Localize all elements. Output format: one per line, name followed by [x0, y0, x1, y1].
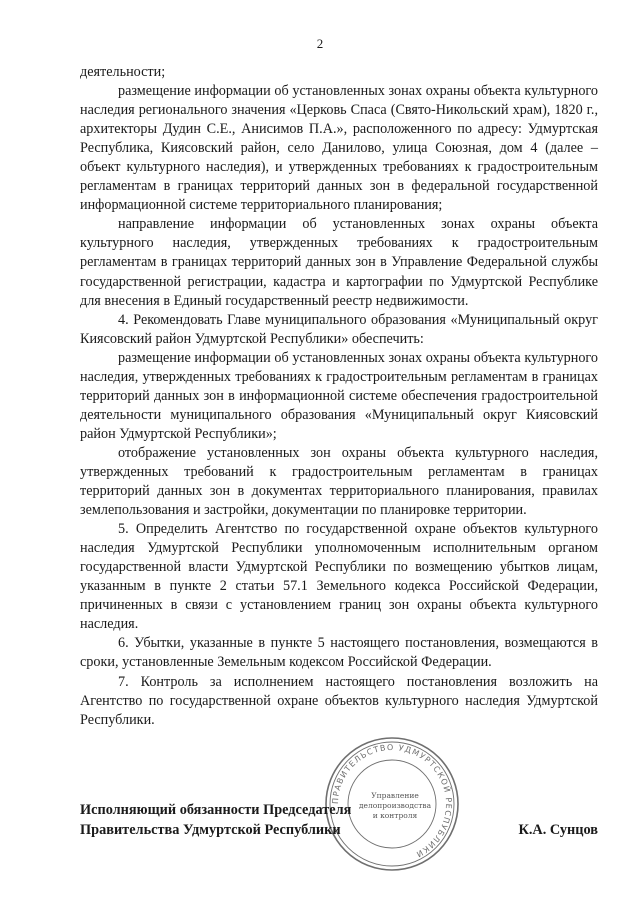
- seal-center-line: Управление: [371, 791, 419, 800]
- seal-center-line: делопроизводства: [358, 801, 432, 810]
- paragraph: направление информации об установленных зонах охраны объекта культурного наследия, утвержденных требованиях к градостроительным регламентам в границах территорий данных зон в Управление Федеральной службы государственной регистрации, кадастра и картографии по Удмуртской Республике для внесения в Единый государственный реестр недвижимости.: [80, 216, 598, 309]
- seal-center-line: и контроля: [372, 811, 418, 820]
- signatory-name: К.А. Сунцов: [518, 822, 598, 838]
- paragraph: размещение информации об установленных зонах охраны объекта культурного наследия регионального значения «Церковь Спаса (Свято-Никольский храм), 1820 г., архитекторы Дудин С.Е., Анисимов П.А.», расположенного по адресу: Удмуртская Республика, Киясовский район, село Данилово, улица Союзная, дом 4 (далее – объект культурного наследия), и утвержденных требованиях к градостроительным регламентам в границах территорий данных зон в федеральной государственной информационной системе территориального планирования;: [80, 83, 598, 214]
- paragraph: 7. Контроль за исполнением настоящего постановления возложить на Агентство по государственной охране объектов культурного наследия Удмуртской Республики.: [80, 673, 598, 728]
- paragraph: 4. Рекомендовать Главе муниципального образования «Муниципальный округ Киясовский район Удмуртской Республики» обеспечить:: [80, 311, 598, 347]
- paragraph: отображение установленных зон охраны объекта культурного наследия, утвержденных требований к градостроительным регламентам в границах территорий данных зон в документах территориального планирования, правилах землепользования и застройки, документации по планировке территории.: [80, 444, 598, 519]
- signatory-title-line-2: Правительства Удмуртской Республики: [80, 822, 341, 838]
- paragraph: размещение информации об установленных зонах охраны объекта культурного наследия, утвержденных требованиях к градостроительным регламентам в границах территорий данных зон в информационной системе обеспечения градостроительной деятельности муниципального образования «Муниципальный округ Киясовский район Удмуртской Республики»;: [80, 349, 598, 442]
- paragraph: 6. Убытки, указанные в пункте 5 настоящего постановления, возмещаются в сроки, установленные Земельным кодексом Российской Федерации.: [80, 635, 598, 671]
- paragraph: деятельности;: [80, 64, 166, 80]
- seal-ring-text: ПРАВИТЕЛЬСТВО УДМУРТСКОЙ РЕСПУБЛИКИ: [330, 742, 454, 860]
- page-number: 2: [316, 36, 324, 51]
- signature-block: [80, 800, 598, 840]
- signatory-title-line-1: Исполняющий обязанности Председателя: [80, 802, 352, 818]
- document-body: [80, 63, 598, 730]
- paragraph: 5. Определить Агентство по государственной охране объектов культурного наследия Удмуртской Республики уполномоченным исполнительным органом государственной власти Удмуртской Республики по возмещению убытков лицам, указанным в пункте 2 статьи 57.1 Земельного кодекса Российской Федерации, причиненных в связи с установлением границ зон охраны объекта культурного наследия.: [80, 521, 598, 633]
